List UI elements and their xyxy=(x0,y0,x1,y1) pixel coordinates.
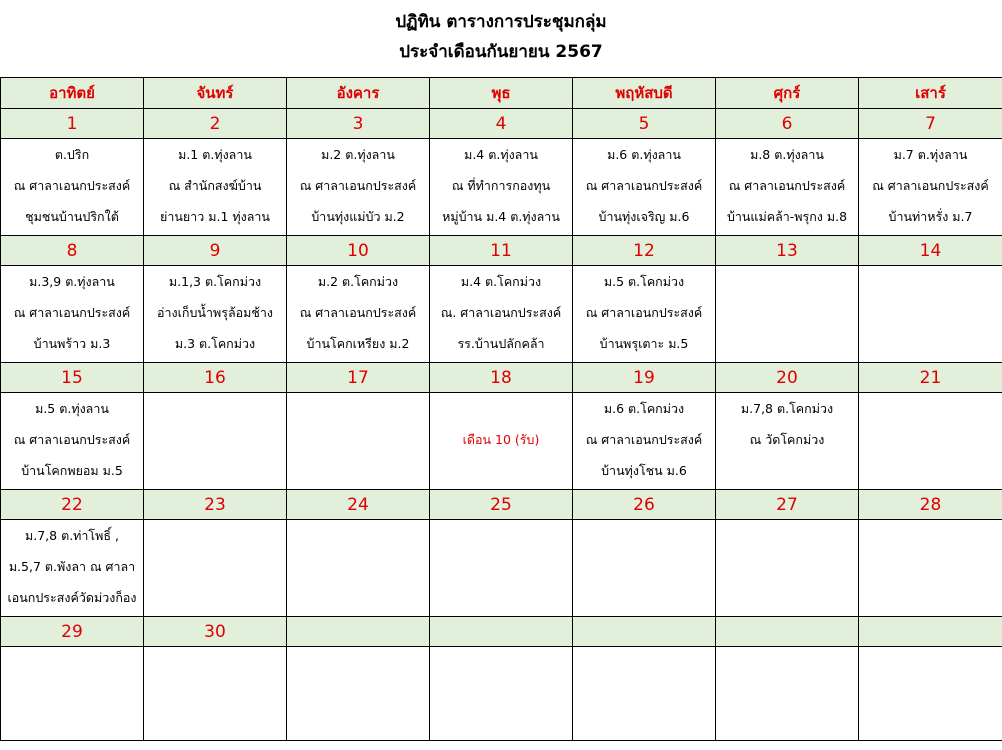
event-line: บ้านพร้าว ม.3 xyxy=(33,336,111,351)
day-header-wednesday: พุธ xyxy=(430,78,573,109)
day-cell xyxy=(716,520,859,617)
day-cell xyxy=(573,266,716,363)
day-cell xyxy=(287,647,430,741)
date-number xyxy=(573,617,716,647)
date-number xyxy=(287,617,430,647)
date-number: 16 xyxy=(144,363,287,393)
date-number: 12 xyxy=(573,236,716,266)
day-cell xyxy=(859,520,1002,617)
day-cell xyxy=(144,647,287,741)
date-number: 10 xyxy=(287,236,430,266)
event-line: ณ ศาลาเอนกประสงค์ xyxy=(585,178,703,193)
event-line: ม.6 ต.ทุ่งลาน xyxy=(607,147,681,162)
day-header-monday: จันทร์ xyxy=(144,78,287,109)
date-number: 22 xyxy=(1,490,144,520)
event-line: ณ ศาลาเอนกประสงค์ xyxy=(585,305,703,320)
day-cell xyxy=(716,139,859,236)
date-number: 6 xyxy=(716,109,859,139)
date-number xyxy=(430,617,573,647)
day-cell xyxy=(1,520,144,617)
date-number: 18 xyxy=(430,363,573,393)
event-line: บ้านโคกพยอม ม.5 xyxy=(21,463,123,478)
event-line: ณ ศาลาเอนกประสงค์ xyxy=(13,432,131,447)
event-line: ณ ศาลาเอนกประสงค์ xyxy=(299,305,417,320)
event-line: ณ. ศาลาเอนกประสงค์ xyxy=(440,305,562,320)
holiday-note: เดือน 10 (รับ) xyxy=(462,432,540,447)
day-cell xyxy=(144,139,287,236)
day-cell xyxy=(144,266,287,363)
date-number: 21 xyxy=(859,363,1002,393)
date-number: 25 xyxy=(430,490,573,520)
date-number xyxy=(859,617,1002,647)
event-line: บ้านทุ่งเจริญ ม.6 xyxy=(598,209,690,224)
date-row xyxy=(1,490,1002,520)
date-number: 24 xyxy=(287,490,430,520)
date-number: 2 xyxy=(144,109,287,139)
date-number: 7 xyxy=(859,109,1002,139)
event-line: ม.1,3 ต.โคกม่วง xyxy=(168,274,262,289)
event-line: ม.3,9 ต.ทุ่งลาน xyxy=(29,274,115,289)
event-line: ม.6 ต.โคกม่วง xyxy=(603,401,685,416)
event-row xyxy=(1,647,1002,741)
event-line: ม.7 ต.ทุ่งลาน xyxy=(893,147,968,162)
day-cell xyxy=(287,139,430,236)
event-line: ม.4 ต.โคกม่วง xyxy=(460,274,542,289)
event-row xyxy=(1,393,1002,490)
date-number: 26 xyxy=(573,490,716,520)
day-header-tuesday: อังคาร xyxy=(287,78,430,109)
date-number: 14 xyxy=(859,236,1002,266)
date-number: 3 xyxy=(287,109,430,139)
day-cell xyxy=(859,139,1002,236)
date-number xyxy=(716,617,859,647)
day-header-friday: ศุกร์ xyxy=(716,78,859,109)
day-cell xyxy=(430,393,573,490)
event-row xyxy=(1,520,1002,617)
event-line: ณ วัดโคกม่วง xyxy=(749,432,825,447)
event-line: ม.2 ต.โคกม่วง xyxy=(317,274,399,289)
day-header-sunday: อาทิตย์ xyxy=(1,78,144,109)
date-number: 27 xyxy=(716,490,859,520)
date-number: 1 xyxy=(1,109,144,139)
event-line: บ้านพรุเตาะ ม.5 xyxy=(599,336,689,351)
day-cell xyxy=(1,393,144,490)
date-number: 19 xyxy=(573,363,716,393)
event-line: ชุมชนบ้านปริกใต้ xyxy=(25,209,119,224)
event-line: ม.8 ต.ทุ่งลาน xyxy=(750,147,824,162)
date-number: 9 xyxy=(144,236,287,266)
event-row xyxy=(1,139,1002,236)
calendar-table xyxy=(0,77,1002,741)
day-cell xyxy=(1,266,144,363)
date-number: 29 xyxy=(1,617,144,647)
day-cell xyxy=(573,520,716,617)
calendar-subtitle: ประจำเดือนกันยายน 2567 xyxy=(399,42,603,62)
date-number: 30 xyxy=(144,617,287,647)
event-line: บ้านทุ่งโชน ม.6 xyxy=(601,463,687,478)
event-line: ณ สำนักสงฆ์บ้าน xyxy=(168,178,262,193)
day-cell xyxy=(573,647,716,741)
event-line: ม.2 ต.ทุ่งลาน xyxy=(321,147,395,162)
date-row xyxy=(1,109,1002,139)
date-number: 23 xyxy=(144,490,287,520)
day-cell xyxy=(287,393,430,490)
day-header-saturday: เสาร์ xyxy=(859,78,1002,109)
day-cell xyxy=(1,647,144,741)
event-line: บ้านท่าหรั่ง ม.7 xyxy=(888,209,973,224)
event-line: ณ ศาลาเอนกประสงค์ xyxy=(13,178,131,193)
date-row xyxy=(1,617,1002,647)
day-cell xyxy=(430,139,573,236)
event-line: รร.บ้านปลักคล้า xyxy=(457,336,545,351)
calendar-title: ปฏิทิน ตารางการประชุมกลุ่ม xyxy=(395,12,607,32)
date-number: 8 xyxy=(1,236,144,266)
day-header-thursday: พฤหัสบดี xyxy=(573,78,716,109)
event-line: ม.1 ต.ทุ่งลาน xyxy=(178,147,252,162)
day-cell xyxy=(573,139,716,236)
day-cell xyxy=(1,139,144,236)
date-row xyxy=(1,236,1002,266)
event-row xyxy=(1,266,1002,363)
event-line: ณ ศาลาเอนกประสงค์ xyxy=(872,178,989,193)
event-line: ณ ศาลาเอนกประสงค์ xyxy=(299,178,417,193)
day-cell xyxy=(144,393,287,490)
event-line: ม.3 ต.โคกม่วง xyxy=(174,336,256,351)
day-cell xyxy=(716,266,859,363)
day-cell xyxy=(287,520,430,617)
event-line: ม.7,8 ต.โคกม่วง xyxy=(740,401,834,416)
event-line: ม.4 ต.ทุ่งลาน xyxy=(464,147,538,162)
date-number: 20 xyxy=(716,363,859,393)
event-line: ณ ศาลาเอนกประสงค์ xyxy=(728,178,846,193)
event-line: ม.5 ต.โคกม่วง xyxy=(603,274,685,289)
day-cell xyxy=(573,393,716,490)
event-line: บ้านทุ่งแม่บัว ม.2 xyxy=(311,209,405,224)
date-number: 13 xyxy=(716,236,859,266)
date-number: 11 xyxy=(430,236,573,266)
event-line: เอนกประสงค์วัดม่วงก็อง xyxy=(7,590,137,605)
event-line: ณ ศาลาเอนกประสงค์ xyxy=(585,432,703,447)
day-cell xyxy=(859,266,1002,363)
date-number: 4 xyxy=(430,109,573,139)
event-line: ม.5 ต.ทุ่งลาน xyxy=(35,401,109,416)
date-number: 17 xyxy=(287,363,430,393)
event-line: ม.7,8 ต.ท่าโพธิ์ , xyxy=(25,528,119,543)
day-cell xyxy=(859,647,1002,741)
event-line: บ้านโคกเหรียง ม.2 xyxy=(306,336,410,351)
day-cell xyxy=(430,266,573,363)
day-cell xyxy=(430,647,573,741)
day-cell xyxy=(287,266,430,363)
day-cell xyxy=(144,520,287,617)
date-number: 28 xyxy=(859,490,1002,520)
day-header-row xyxy=(1,78,1002,109)
event-line: ณ ศาลาเอนกประสงค์ xyxy=(13,305,131,320)
event-line: อ่างเก็บน้ำพรุล้อมช้าง xyxy=(157,305,273,320)
event-line: บ้านแม่คล้า-พรุกง ม.8 xyxy=(726,209,848,224)
event-line: ณ ที่ทำการกองทุน xyxy=(451,178,551,193)
date-number: 5 xyxy=(573,109,716,139)
day-cell xyxy=(430,520,573,617)
date-number: 15 xyxy=(1,363,144,393)
event-line: ย่านยาว ม.1 ทุ่งลาน xyxy=(160,209,270,224)
day-cell xyxy=(859,393,1002,490)
day-cell xyxy=(716,393,859,490)
day-cell xyxy=(716,647,859,741)
date-row xyxy=(1,363,1002,393)
event-line: ต.ปริก xyxy=(54,147,90,162)
event-line: ม.5,7 ต.พังลา ณ ศาลา xyxy=(8,559,136,574)
event-line: หมู่บ้าน ม.4 ต.ทุ่งลาน xyxy=(442,209,560,224)
